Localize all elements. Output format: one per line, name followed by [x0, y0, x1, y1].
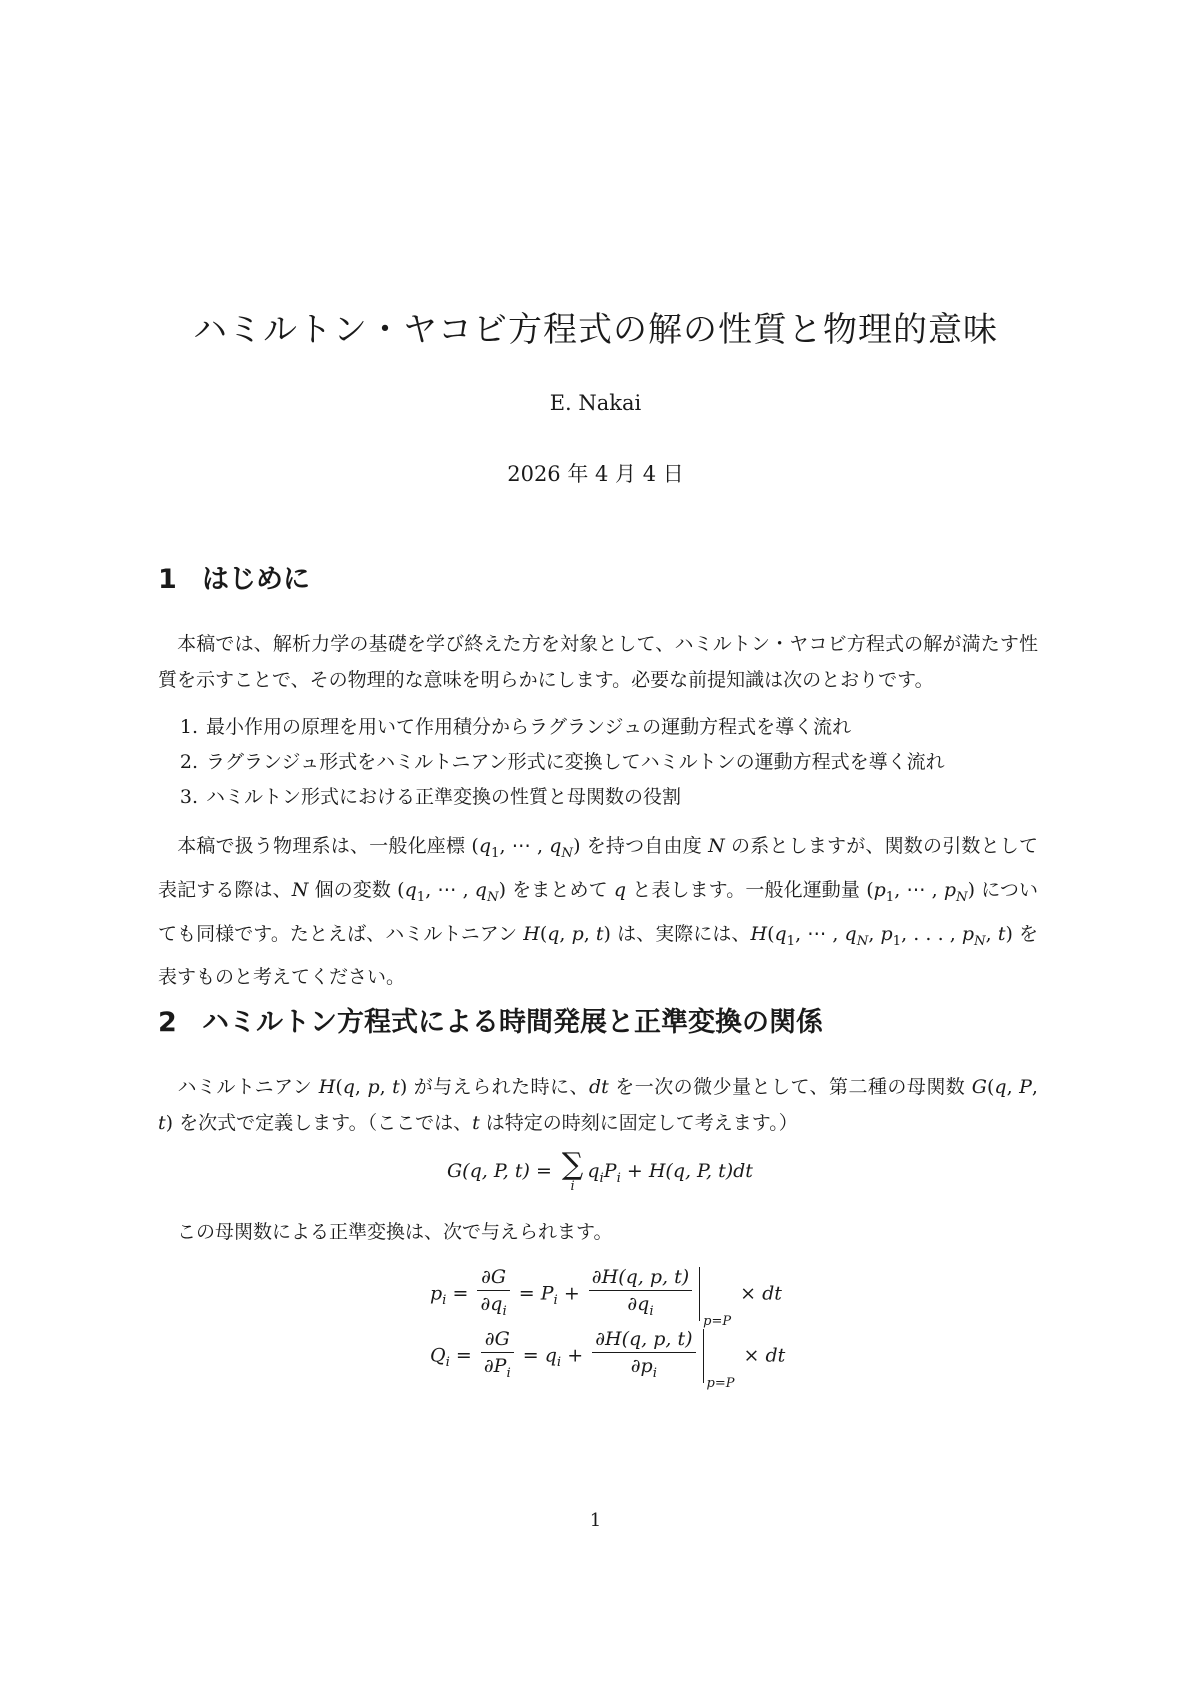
intro-text: 本稿では、解析力学の基礎を学び終えた方を対象として、ハミルトン・ヤコビ方程式の解が満たす性質を示すことで、その物理的な意味を明らかにします。必要な前提知識は次のとおりです。 — [158, 633, 1038, 691]
section-title: ハミルトン方程式による時間発展と正準変換の関係 — [202, 1007, 823, 1038]
intro-paragraph — [158, 626, 1038, 698]
section-heading-1 — [158, 557, 310, 596]
notation-paragraph: 本稿で扱う物理系は、一般化座標 ($q_1$, ⋯ , $q_N$) を持つ自由度 N の系としますが、関数の引数として表記する際は、N 個の変数 ($q_1$, ⋯ , $q_N$) をまとめて q と表します。一般化運動量 ($p_1$, ⋯ , $p_N$) についても同様です。たとえば、ハミルトニアン H(q, p, t) は、実際には、$H(q_1$, ⋯ , $q_N$, $p_1$, . . . , $p_N$, t) を表すものと考えてください。 — [158, 835, 1039, 989]
prerequisite-list — [170, 710, 1030, 815]
canonical-transformation-p: $p_i$ = $\frac{\partial G}{\partial q_i}$ = $P_i$ + $\frac{\partial H(q, p, t)}{\partial q_i}$ p=P × dt — [430, 1266, 782, 1330]
paper-title: ハミルトン・ヤコビ方程式の解の性質と物理的意味 — [193, 310, 998, 350]
author: E. Nakai — [549, 391, 642, 415]
generating-function-paragraph: ハミルトニアン H(q, p, t) が与えられた時に、dt を一次の微少量として、第二種の母関数 G(q, P, t) を次式で定義します。（ここでは、t は特定の時刻に固定して考えます。） — [158, 1076, 1038, 1134]
section-number: 2 — [158, 1007, 177, 1038]
list-item: 3. ハミルトン形式における正準変換の性質と母関数の役割 — [179, 786, 682, 808]
list-item: 2. ラグランジュ形式をハミルトニアン形式に変換してハミルトンの運動方程式を導く流れ — [179, 751, 945, 773]
canonical-transformation-q: $Q_i$ = $\frac{\partial G}{\partial P_i}$ = $q_i$ + $\frac{\partial H(q, p, t)}{\partial p_i}$ p=P × dt — [430, 1328, 786, 1392]
list-item: 1. 最小作用の原理を用いて作用積分からラグランジュの運動方程式を導く流れ — [179, 716, 852, 738]
date: 2026 年 4 月 4 日 — [507, 462, 684, 486]
generating-function-equation: G(q, P, t) = ∑ i $q_iP_i + H(q$, P, t)dt — [447, 1147, 753, 1194]
page-number: 1 — [589, 1510, 602, 1531]
section-heading-2 — [158, 1000, 823, 1039]
transformation-intro: この母関数による正準変換は、次で与えられます。 — [177, 1221, 613, 1243]
section-number: 1 — [158, 564, 177, 595]
section-title: はじめに — [202, 564, 310, 595]
